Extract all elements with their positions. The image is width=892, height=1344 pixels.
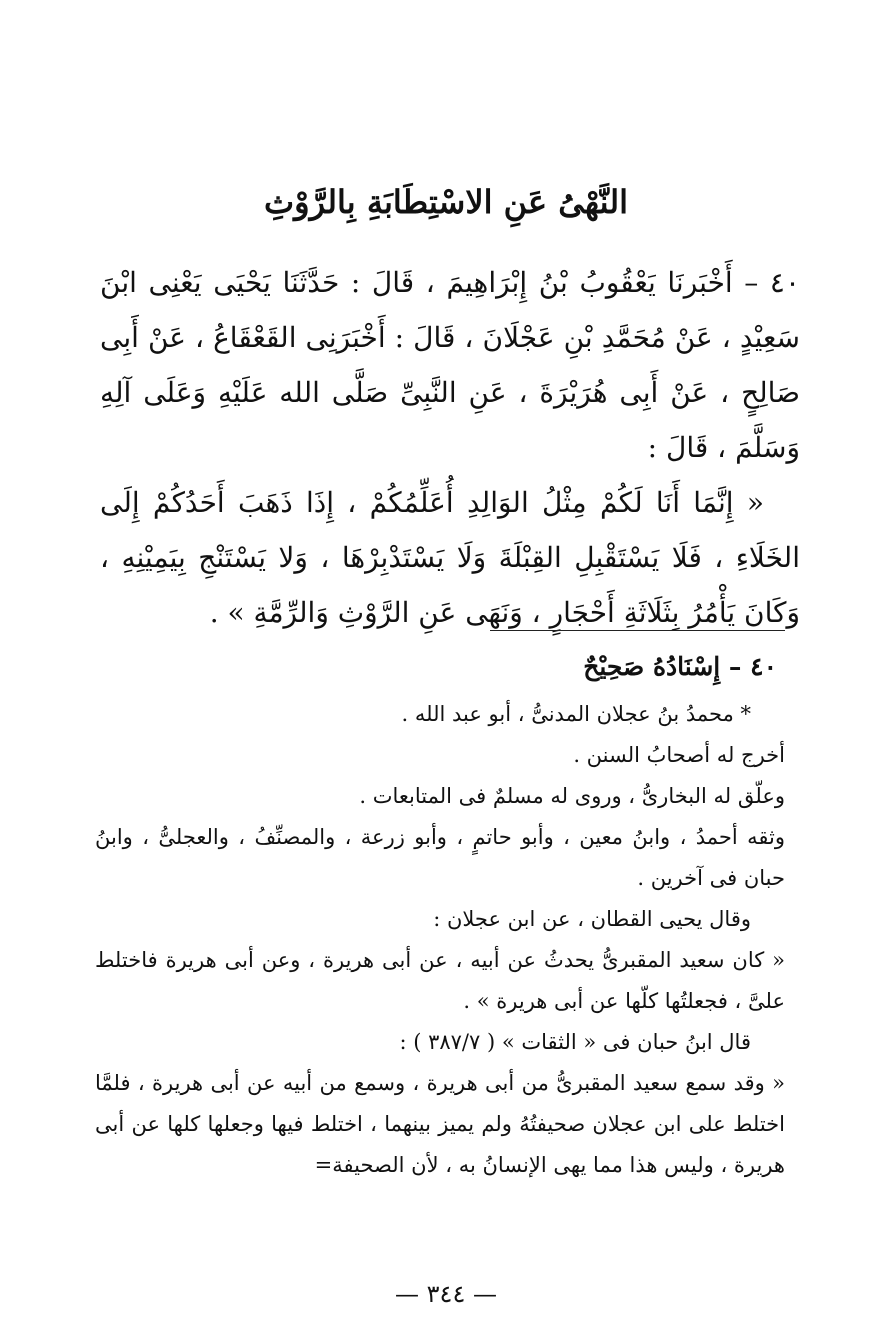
footnote-line: * محمدُ بنُ عجلان المدنىُّ ، أبو عبد الله . [401, 702, 751, 726]
hadith-matn: « إِنَّمَا أَنَا لَكُمْ مِثْلُ الوَالِدِ أُعَلِّمُكُمْ ، إِذَا ذَهَبَ أَحَدُكُمْ إِلَى الخَلَاءِ ، فَلَا يَسْتَقْبِلِ القِبْلَةَ وَلَا يَسْتَدْبِرْهَا ، وَلا يَسْتَنْجِ بِيَمِيْنِهِ ، وَكَانَ يَأْمُرُ بِثَلَاثَةِ أَحْجَارٍ ، وَنَهَى عَنِ الرَّوْثِ وَالرِّمَّةِ » . [100, 486, 800, 629]
footnotes [95, 640, 785, 1186]
chapter-title: النَّهْىُ عَنِ الاسْتِطَابَةِ بِالرَّوْثِ [264, 183, 628, 221]
hadith-text [100, 255, 800, 640]
footnote-line: قال ابنُ حبان فى « الثقات » ( ٣٨٧/٧ ) : [399, 1030, 751, 1054]
footnote-line: وقال يحيى القطان ، عن ابن عجلان : [433, 907, 751, 931]
footnote-line: « كان سعيد المقبرىُّ يحدثُ عن أبيه ، عن أبى هريرة ، وعن أبى هريرة فاختلط علىَّ ، فجعلتُها كلّها عن أبى هريرة » . [95, 948, 785, 1013]
footnote-line: أخرج له أصحابُ السنن . [573, 743, 785, 767]
footnote-heading: ٤٠ – إِسْنَادُهُ صَحِيْحٌ [583, 652, 777, 681]
page-number: — ٣٤٤ — [395, 1280, 497, 1308]
footnote-line: وثقه أحمدُ ، وابنُ معين ، وأبو حاتمٍ ، وأبو زرعة ، والمصنِّفُ ، والعجلىُّ ، وابنُ حبان فى آخرين . [95, 825, 785, 890]
footnote-line: « وقد سمع سعيد المقبرىُّ من أبى هريرة ، وسمع من أبيه عن أبى هريرة ، فلمَّا اختلط على ابن عجلان صحيفتُهُ ولم يميز بينهما ، اختلط فيها وجعلها كلها عن أبى هريرة ، وليس هذا مما يهى الإنسانُ به ، لأن الصحيفة= [95, 1071, 785, 1177]
hadith-isnad: ٤٠ – أَخْبَرنَا يَعْقُوبُ بْنُ إِبْرَاهِيمَ ، قَالَ : حَدَّثَنَا يَحْيَى يَعْنِى ابْنَ سَعِيْدٍ ، عَنْ مُحَمَّدِ بْنِ عَجْلَانَ ، قَالَ : أَخْبَرَنِى القَعْقَاعُ ، عَنْ أَبِى صَالِحٍ ، عَنْ أَبِى هُرَيْرَةَ ، عَنِ النَّبِىِّ صَلَّى الله عَلَيْهِ وَعَلَى آلِهِ وَسَلَّمَ ، قَالَ : [100, 266, 800, 464]
footnote-line: وعلّق له البخارىُّ ، وروى له مسلمٌ فى المتابعات . [359, 784, 785, 808]
footnote-divider [490, 630, 785, 631]
